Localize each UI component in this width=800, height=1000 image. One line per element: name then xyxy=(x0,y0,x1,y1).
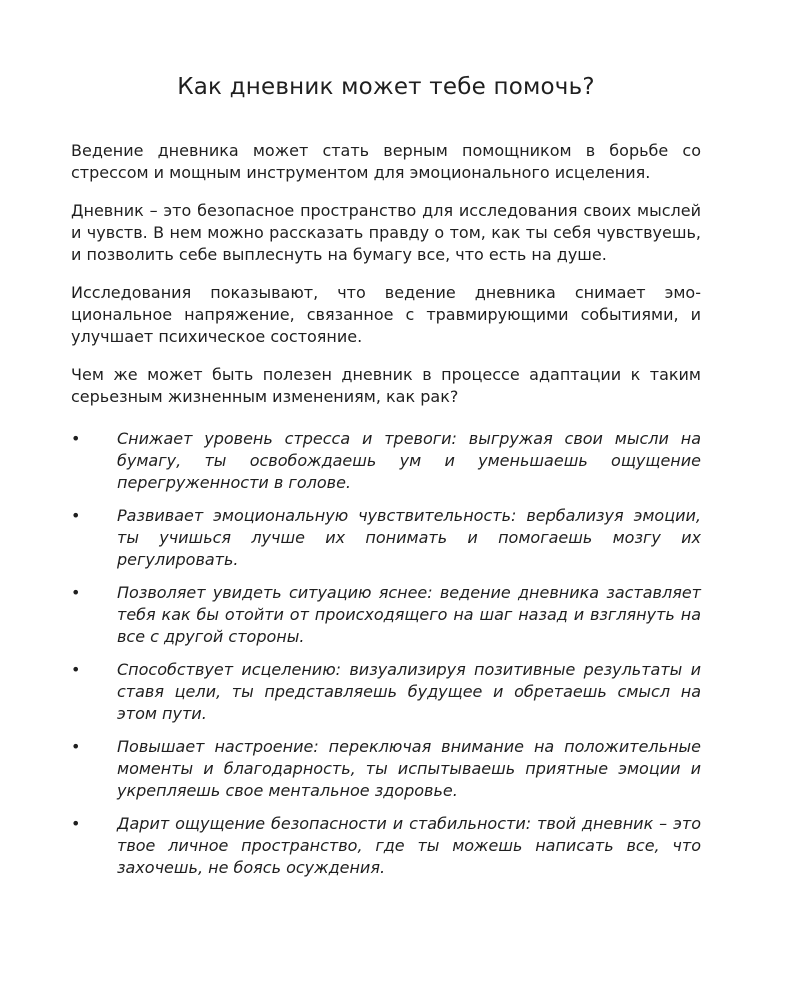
page-title: Как дневник может тебе помочь? xyxy=(177,74,595,100)
list-item xyxy=(71,736,701,802)
list-item-text: Позволяет увидеть ситуацию яснее: ведение дневника заставляет тебя как бы отойти от происходящего на шаг назад и взглянуть на все с другой стороны. xyxy=(117,583,701,646)
list-item-text: Повышает настроение: переключая внимание на положительные моменты и благодарность, ты испытываешь приятные эмоции и укрепляешь свое ментальное здоровье. xyxy=(117,737,701,800)
question-paragraph: Чем же может быть полезен дневник в процессе адаптации к таким серьезным жизненным изменениям, как рак? xyxy=(71,365,701,406)
intro-paragraph: Ведение дневника может стать верным помощником в борьбе со стрессом и мощным инструментом для эмоционального исцеления. xyxy=(71,141,701,182)
bullet-icon: • xyxy=(71,660,81,679)
list-item xyxy=(71,505,701,571)
bullet-icon: • xyxy=(71,737,81,756)
bullet-icon: • xyxy=(71,429,81,448)
safe-space-paragraph: Дневник – это безопасное пространство для исследования своих мыслей и чувств. В нем можно рассказать правду о том, как ты себя чувствуешь, и позволить себе выплеснуть на бумагу все, что есть на душе. xyxy=(71,201,701,264)
benefits-list xyxy=(71,428,701,879)
document-page xyxy=(71,70,701,890)
bullet-icon: • xyxy=(71,583,81,602)
list-item-text: Снижает уровень стресса и тревоги: выгружая свои мысли на бумагу, ты освобождаешь ум и уменьшаешь ощущение перегруженности в голове. xyxy=(117,429,701,492)
bullet-icon: • xyxy=(71,814,81,833)
list-item-text: Способствует исцелению: визуализируя позитивные результаты и ставя цели, ты представляешь будущее и обретаешь смысл на этом пути. xyxy=(117,660,701,723)
list-item-text: Развивает эмоциональную чувствительность: вербализуя эмоции, ты учишься лучше их понимать и помогаешь мозгу их регулировать. xyxy=(117,506,701,569)
list-item-text: Дарит ощущение безопасности и стабильности: твой дневник – это твое личное пространство, где ты можешь написать все, что захочешь, не боясь осуждения. xyxy=(117,814,701,877)
list-item xyxy=(71,428,701,494)
research-paragraph: Исследования показывают, что ведение дневника снимает эмоциональное напряжение, связанное с травмирующими событиями, и улучшает психическое состояние. xyxy=(71,283,701,346)
list-item xyxy=(71,813,701,879)
list-item xyxy=(71,659,701,725)
list-item xyxy=(71,582,701,648)
bullet-icon: • xyxy=(71,506,81,525)
